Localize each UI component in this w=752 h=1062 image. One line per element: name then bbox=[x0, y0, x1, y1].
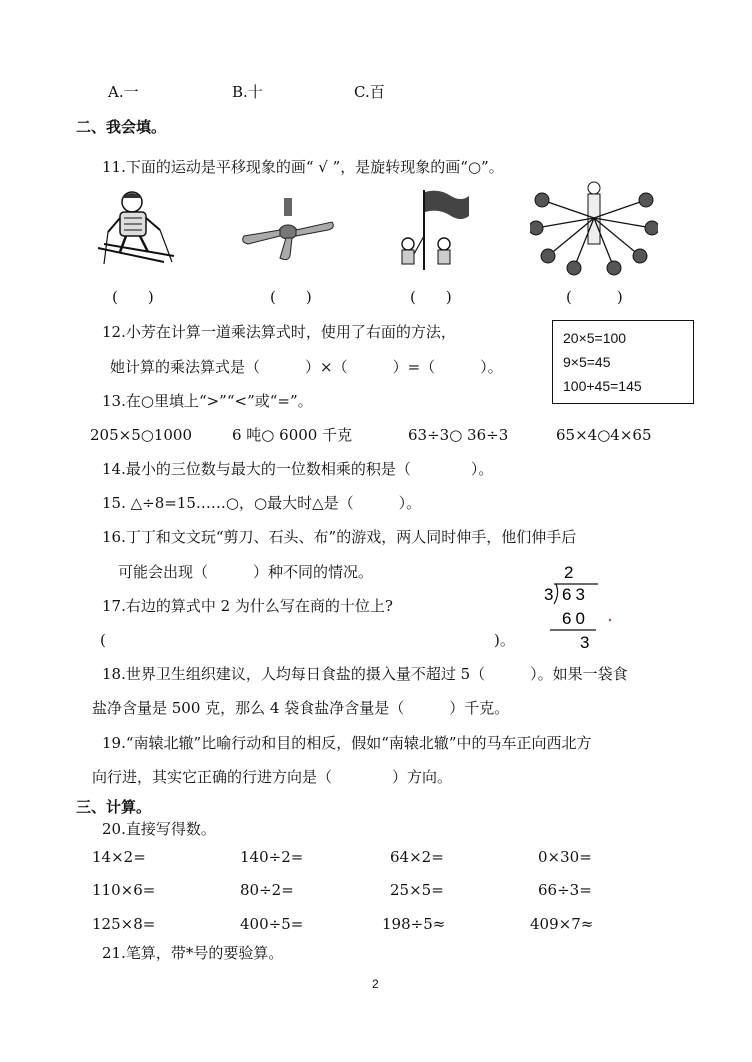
q13-item-3: 63÷3○ 36÷3 bbox=[408, 426, 509, 444]
q17-long-division bbox=[540, 560, 620, 654]
q21-text: 21.笔算，带*号的要验算。 bbox=[102, 944, 284, 962]
q20-r3-c2: 400÷5= bbox=[240, 915, 304, 933]
q12-line-2: 她计算的乘法算式是（ ）×（ ）=（ ）。 bbox=[110, 358, 503, 376]
q17-paren-open: ( bbox=[100, 631, 106, 649]
q11-text: 11.下面的运动是平移现象的画“ √ ”，是旋转现象的画“○”。 bbox=[102, 158, 504, 176]
q11-blank-1[interactable]: ( ) bbox=[112, 288, 154, 306]
option-a: A.一 bbox=[108, 83, 139, 101]
q17-text: 17.右边的算式中 2 为什么写在商的十位上? bbox=[102, 597, 393, 615]
q12-box-line-1: 20×5=100 bbox=[563, 330, 627, 346]
q20-text: 20.直接写得数。 bbox=[102, 820, 216, 838]
division-remainder: 3 bbox=[580, 633, 590, 652]
division-divisor: 3 bbox=[544, 585, 554, 604]
q20-r1-c3: 64×2= bbox=[390, 848, 444, 866]
red-dot-mark bbox=[609, 619, 611, 621]
q20-r2-c2: 80÷2= bbox=[240, 881, 294, 899]
q20-r2-c4: 66÷3= bbox=[538, 881, 592, 899]
q13-item-4: 65×4○4×65 bbox=[556, 426, 652, 444]
q18-line-1: 18.世界卫生组织建议，人均每日食盐的摄入量不超过 5（ ）。如果一袋食 bbox=[102, 665, 628, 683]
q11-blank-4[interactable]: ( ) bbox=[566, 288, 623, 306]
flag-raising-image bbox=[388, 186, 470, 272]
q20-r2-c3: 25×5= bbox=[390, 881, 444, 899]
page-number: 2 bbox=[372, 977, 379, 991]
q20-r1-c1: 14×2= bbox=[92, 848, 146, 866]
division-dividend: 63 bbox=[562, 585, 589, 604]
division-product: 60 bbox=[562, 609, 589, 628]
q13-item-2: 6 吨○ 6000 千克 bbox=[232, 426, 353, 444]
q16-line-2: 可能会出现（ ）种不同的情况。 bbox=[118, 563, 374, 581]
q17-paren-close: )。 bbox=[494, 631, 515, 649]
q13-text: 13.在○里填上“>”“<”或“=”。 bbox=[102, 392, 313, 410]
skier-image bbox=[94, 188, 186, 268]
q20-r3-c4: 409×7≈ bbox=[530, 915, 594, 933]
q12-box-line-2: 9×5=45 bbox=[563, 354, 611, 370]
q20-r2-c1: 110×6= bbox=[92, 881, 156, 899]
carousel-ride-image bbox=[530, 178, 658, 276]
division-quotient: 2 bbox=[564, 563, 574, 582]
ceiling-fan-image bbox=[240, 196, 336, 262]
option-b: B.十 bbox=[232, 83, 263, 101]
q11-blank-3[interactable]: ( ) bbox=[410, 288, 452, 306]
q19-line-2: 向行进，其实它正确的行进方向是（ ）方向。 bbox=[92, 768, 453, 786]
q20-r1-c4: 0×30= bbox=[538, 848, 592, 866]
q19-line-1: 19.“南辕北辙”比喻行动和目的相反，假如“南辕北辙”中的马车正向西北方 bbox=[102, 734, 592, 752]
option-c: C.百 bbox=[354, 83, 385, 101]
q13-item-1: 205×5○1000 bbox=[90, 426, 193, 444]
q20-r1-c2: 140÷2= bbox=[240, 848, 304, 866]
q11-blank-2[interactable]: ( ) bbox=[270, 288, 312, 306]
q14-text: 14.最小的三位数与最大的一位数相乘的积是（ ）。 bbox=[102, 460, 494, 478]
section-2-title: 二、我会填。 bbox=[76, 118, 167, 136]
q16-line-1: 16.丁丁和文文玩“剪刀、石头、布”的游戏，两人同时伸手，他们伸手后 bbox=[102, 528, 577, 546]
q12-line-1: 12.小芳在计算一道乘法算式时，使用了右面的方法， bbox=[102, 323, 456, 341]
q15-text: 15. △÷8=15……○，○最大时△是（ ）。 bbox=[102, 494, 422, 512]
q18-line-2: 盐净含量是 500 克，那么 4 袋食盐净含量是（ ）千克。 bbox=[92, 699, 510, 717]
q12-method-box bbox=[552, 320, 694, 404]
q20-r3-c1: 125×8= bbox=[92, 915, 156, 933]
q12-box-line-3: 100+45=145 bbox=[563, 378, 642, 394]
section-3-title: 三、计算。 bbox=[76, 798, 152, 816]
q20-r3-c3: 198÷5≈ bbox=[382, 915, 446, 933]
